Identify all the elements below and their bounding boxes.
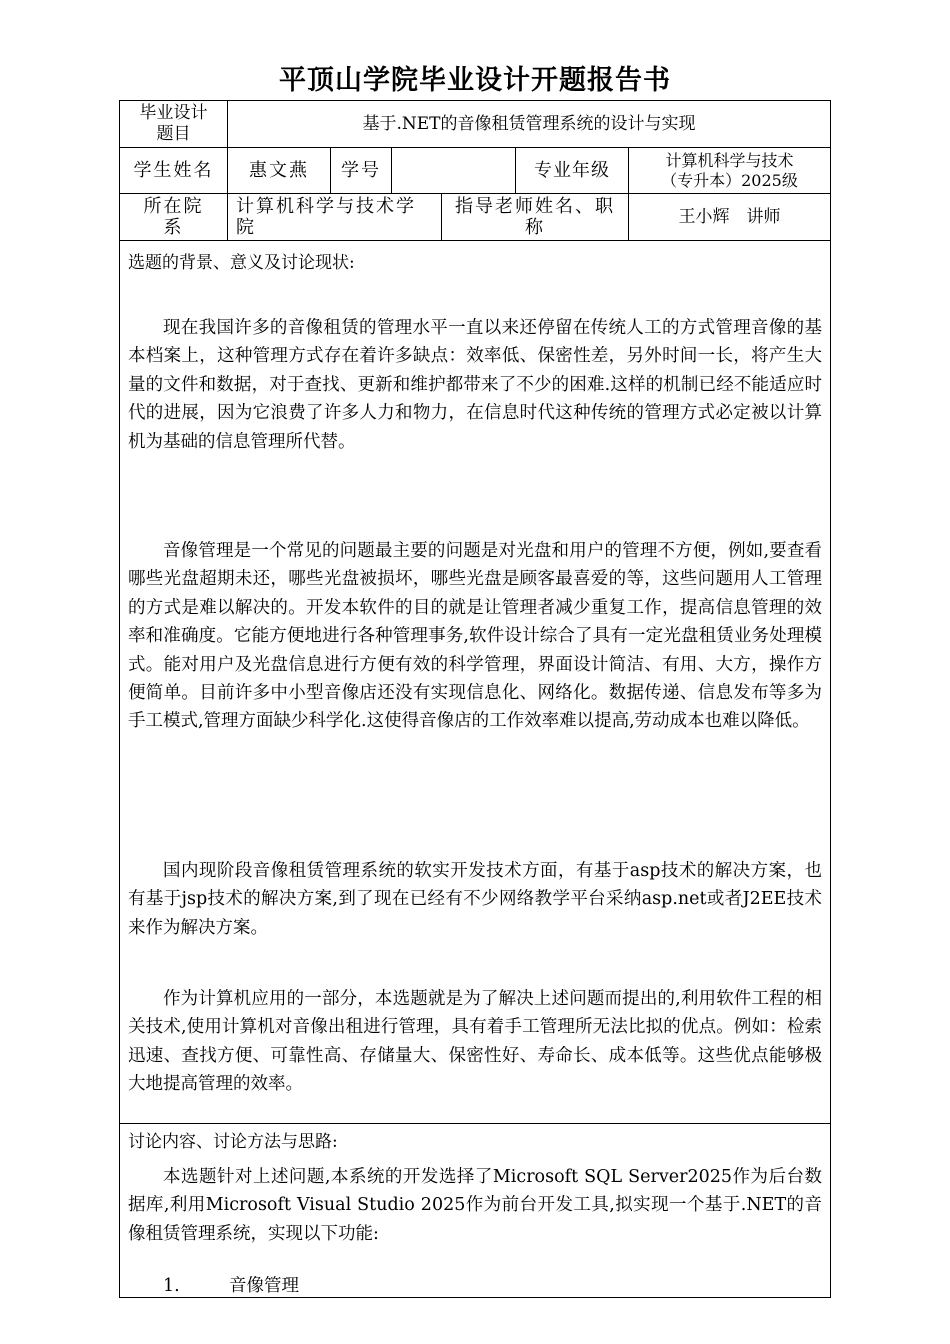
background-paragraph-2: 音像管理是一个常见的问题最主要的问题是对光盘和用户的管理不方便，例如,要查看哪些光盘超期未还，哪些光盘被损坏，哪些光盘是顾客最喜爱的等，这些问题用人工管理的方式是难以解决的。开发本软件的目的就是让管理者减少重复工作，提高信息管理的效率和准确度。它能方便地进行各种管理事务,软件设计综合了具有一定光盘租赁业务处理模式。能对用户及光盘信息进行方便有效的科学管理，界面设计简洁、有用、大方，操作方便简单。目前许多中小型音像店还没有实现信息化、网络化。数据传递、信息发布等多为手工模式,管理方面缺少科学化.这使得音像店的工作效率难以提高,劳动成本也难以降低。 [128,541,822,732]
method-heading: 讨论内容、讨论方法与思路: [128,1132,338,1152]
row-divider [119,240,831,241]
department-label: 所在院 系 [143,196,204,238]
student-id-label: 学号 [341,160,381,181]
topic-label: 毕业设计 题目 [139,103,208,144]
major-label: 专业年级 [534,160,610,181]
row-divider [119,1123,831,1124]
list-item-text: 音像管理 [229,1276,299,1296]
background-paragraph-4: 作为计算机应用的一部分，本选题就是为了解决上述问题而提出的,利用软件工程的相关技术,使用计算机对音像出租进行管理，具有着手工管理所无法比拟的优点。例如：检索迅速、查找方便、可靠性高、存储量大、保密性好、寿命长、成本低等。这些优点能够极大地提高管理的效率。 [128,989,822,1095]
list-item-number: 1. [163,1276,180,1296]
student-name-label: 学生姓名 [133,160,214,181]
background-heading: 选题的背景、意义及讨论现状: [128,253,355,273]
method-paragraph: 本选题针对上述问题,本系统的开发选择了Microsoft SQL Server2025作为后台数据库,利用Microsoft Visual Studio 2025作为前台开发工具,拟实现一个基于.NET的音像租赁管理系统，实现以下功能: [128,1167,822,1244]
background-paragraph-3: 国内现阶段音像租赁管理系统的软实开发技术方面，有基于asp技术的解决方案，也有基于jsp技术的解决方案,到了现在已经有不少网络教学平台采纳asp.net或者J2EE技术来作为解决方案。 [128,861,822,938]
major-value: 计算机科学与技术 （专升本）2025级 [661,150,798,190]
document-title: 平顶山学院毕业设计开题报告书 [279,65,671,96]
topic-value: 基于.NET的音像租赁管理系统的设计与实现 [362,113,696,134]
student-name-value: 惠文燕 [249,160,309,181]
advisor-value: 王小辉 讲师 [678,206,781,227]
list-item [163,1272,299,1297]
department-value: 计算机科学与技术学 院 [236,196,416,238]
background-paragraph-1: 现在我国许多的音像租赁的管理水平一直以来还停留在传统人工的方式管理音像的基本档案上，这种管理方式存在着许多缺点：效率低、保密性差，另外时间一长，将产生大量的文件和数据，对于查找、更新和维护都带来了不少的困难.这样的机制已经不能适应时代的进展，因为它浪费了许多人力和物力，在信息时代这种传统的管理方式必定被以计算机为基础的信息管理所代替。 [128,318,822,452]
col-divider [227,193,228,240]
advisor-label: 指导老师姓名、职 称 [455,196,615,238]
student-id-value [392,148,515,193]
